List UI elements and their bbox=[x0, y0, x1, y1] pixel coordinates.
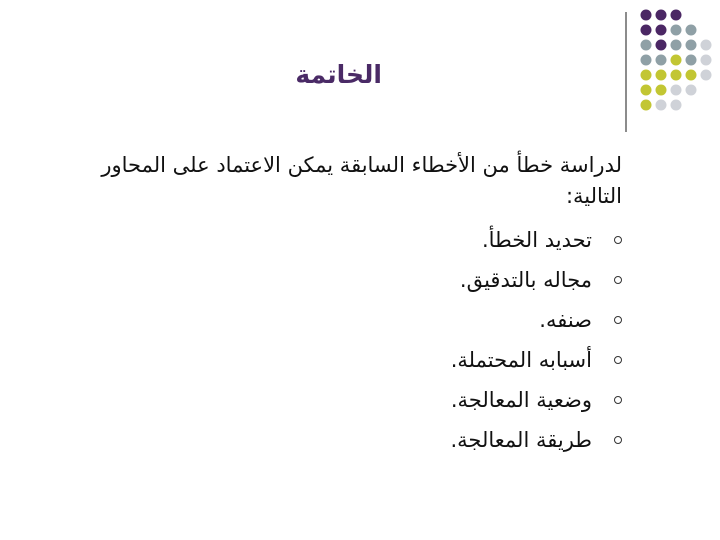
dot bbox=[641, 25, 652, 36]
list-item-text: مجاله بالتدقيق. bbox=[459, 268, 592, 292]
dot bbox=[641, 85, 652, 96]
dot bbox=[641, 70, 652, 81]
dot bbox=[701, 70, 712, 81]
dot bbox=[701, 40, 712, 51]
dot bbox=[671, 85, 682, 96]
dot bbox=[641, 55, 652, 66]
dot bbox=[701, 55, 712, 66]
dot bbox=[641, 10, 652, 21]
circle-bullet-icon bbox=[614, 436, 622, 444]
dot bbox=[671, 100, 682, 111]
list-item-text: تحديد الخطأ. bbox=[481, 228, 592, 252]
list-item-text: صنفه. bbox=[539, 308, 592, 332]
dot bbox=[656, 40, 667, 51]
list-item bbox=[300, 302, 622, 342]
circle-bullet-icon bbox=[614, 356, 622, 364]
intro-paragraph: لدراسة خطأ من الأخطاء السابقة يمكن الاعتماد على المحاور التالية: bbox=[101, 153, 622, 208]
circle-bullet-icon bbox=[614, 316, 622, 324]
list-item bbox=[300, 262, 622, 302]
dot bbox=[671, 10, 682, 21]
dot bbox=[671, 40, 682, 51]
slide-title: الخاتمة bbox=[295, 60, 382, 89]
dot bbox=[656, 100, 667, 111]
dot bbox=[656, 85, 667, 96]
list-item-text: أسبابه المحتملة. bbox=[450, 348, 592, 372]
dot bbox=[656, 70, 667, 81]
dot bbox=[671, 25, 682, 36]
dot bbox=[656, 55, 667, 66]
dot bbox=[641, 100, 652, 111]
list-item bbox=[300, 342, 622, 382]
dot bbox=[686, 85, 697, 96]
dot bbox=[686, 55, 697, 66]
dot bbox=[686, 25, 697, 36]
dot bbox=[686, 40, 697, 51]
list-item bbox=[300, 422, 622, 462]
decorative-dot-grid bbox=[636, 6, 720, 116]
dot bbox=[671, 55, 682, 66]
circle-bullet-icon bbox=[614, 396, 622, 404]
dot bbox=[686, 70, 697, 81]
dot bbox=[641, 40, 652, 51]
list-item bbox=[300, 222, 622, 262]
dot bbox=[656, 25, 667, 36]
circle-bullet-icon bbox=[614, 236, 622, 244]
list-item-text: طريقة المعالجة. bbox=[450, 428, 592, 452]
list-item-text: وضعية المعالجة. bbox=[450, 388, 592, 412]
dot bbox=[671, 70, 682, 81]
vertical-divider bbox=[625, 12, 627, 132]
dot bbox=[656, 10, 667, 21]
list-item bbox=[300, 382, 622, 422]
circle-bullet-icon bbox=[614, 276, 622, 284]
bullet-list bbox=[300, 222, 622, 462]
